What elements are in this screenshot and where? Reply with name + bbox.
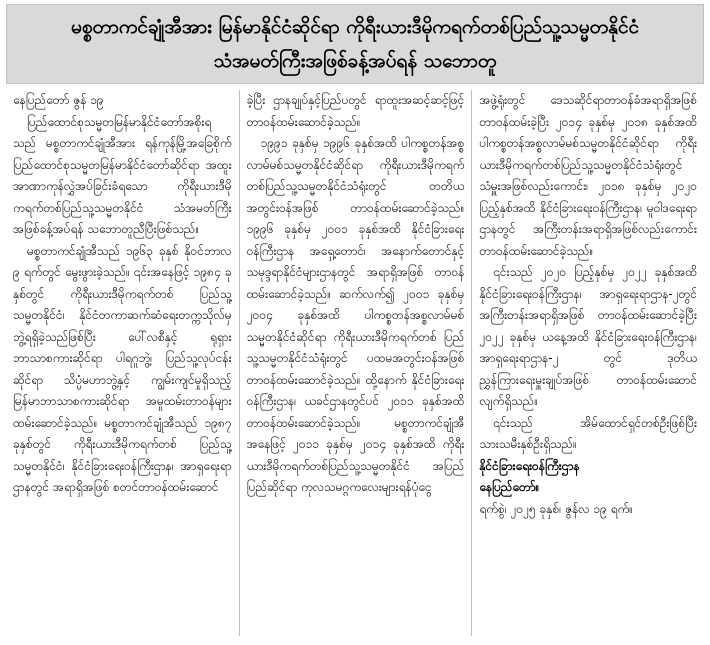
paragraph: ပြည်ထောင်စုသမ္မတမြန်မာနိုင်ငံတော်အစိုးရသည် မစ္စတာကင်ချုံအီအား ရန်ကုန်မြို့အခြေစိုက် ပြည်ထောင်စုသမ္မတမြန်မာနိုင်ငံတော်ဆိုင်ရာ အထူးအာဏာကုန်လွှဲအပ်ခြင်းခံရသော ကိုရီးယားဒီမိုကရက်တစ်ပြည်သူ့သမ္မတနိုင်ငံ သံအမတ်ကြီးအဖြစ်ခန့်အပ်ရန် သဘောတူညီပြီးဖြစ်သည်။ bbox=[13, 114, 232, 236]
headline-line-2: သံအမတ်ကြီးအဖြစ်ခန့်အပ်ရန် သဘောတူ bbox=[213, 50, 497, 72]
paragraph: ခဲ့ပြီး ဌာနချုပ်နှင့်ပြည်ပတွင် ရာထူးအဆင့်ဆင့်ဖြင့်တာဝန်ထမ်းဆောင်ခဲ့သည်။ bbox=[246, 93, 465, 129]
signoff-date: ရက်စွဲ၊ ၂၀၂၅ ခုနှစ်၊ ဇွန်လ ၁၉ ရက်။ bbox=[479, 501, 633, 516]
dateline: နေပြည်တော် ဇွန် ၁၉ bbox=[13, 93, 104, 107]
headline-line-1: မစ္စတာကင်ချုံအီအား မြန်မာနိုင်ငံဆိုင်ရာ ကိုရီးယားဒီမိုကရက်တစ်ပြည်သူ့သမ္မတနိုင်ငံ bbox=[70, 16, 640, 38]
paragraph: အဖွဲ့ရုံးတွင် ဒေသဆိုင်ရာတာဝန်ခံအရာရှိအဖြစ်တာဝန်ထမ်းခဲ့ပြီး ၂၀၁၄ ခုနှစ်မှ ၂၀၁၈ ခုနှစ်အထိ ပါကစ္စတန်အစ္စလာမ်မစ်သမ္မတနိုင်ငံဆိုင်ရာ ကိုရီးယားဒီမိုကရက်တစ်ပြည်သူ့သမ္မတနိုင်ငံသံရုံးတွင် သံမှူးအဖြစ်လည်းကောင်း၊ ၂၀၁၈ ခုနှစ်မှ ၂၀၂၀ ပြည့်နှစ်အထိ နိုင်ငံခြားရေးဝန်ကြီးဌာန၊ မူဝါဒရေးရာဌာနတွင် အကြီးတန်းအရာရှိအဖြစ်လည်းကောင်း တာဝန်ထမ်းဆောင်ခဲ့သည်။ bbox=[479, 93, 697, 258]
paragraph: ၎င်းသည် ၂၀၂၀ ပြည့်နှစ်မှ ၂၀၂၂ ခုနှစ်အထိ နိုင်ငံခြားရေးဝန်ကြီးဌာန၊ အာရှရေးရာဌာန-၂တွင် အကြီးတန်းအရာရှိအဖြစ် တာဝန်ထမ်းဆောင်ခဲ့ပြီး ၂၀၂၂ ခုနှစ်မှ ယနေ့အထိ နိုင်ငံခြားရေးဝန်ကြီးဌာန၊ အာရှရေးရာဌာန-၂ တွင် ဒုတိယညွှန်ကြားရေးမှူးချုပ်အဖြစ် တာဝန်ထမ်းဆောင်လျက်ရှိသည်။ bbox=[479, 265, 697, 408]
column-3 bbox=[471, 90, 704, 636]
column-1 bbox=[6, 90, 239, 636]
column-2 bbox=[239, 90, 472, 636]
signoff-ministry: နိုင်ငံခြားရေးဝန်ကြီးဌာန bbox=[479, 458, 580, 473]
paragraph: ၁၉၉၁ ခုနှစ်မှ ၁၉၉၆ ခုနှစ်အထိ ပါကစ္စတန်အစ္စလာမ်မစ်သမ္မတနိုင်ငံဆိုင်ရာ ကိုရီးယားဒီမိုကရက်တစ်ပြည်သူ့သမ္မတနိုင်ငံသံရုံးတွင် တတိယအတွင်းဝန်အဖြစ် တာဝန်ထမ်းဆောင်ခဲ့သည်။ ၁၉၉၆ ခုနှစ်မှ ၂၀၀၁ ခုနှစ်အထိ နိုင်ငံခြားရေးဝန်ကြီးဌာန အရှေ့တောင်၊ အနောက်တောင်နှင့် သမုဒ္ဒရာနိုင်ငံများဌာနတွင် အရာရှိအဖြစ် တာဝန်ထမ်းဆောင်ခဲ့သည်။ ဆက်လက်၍ ၂၀၀၁ ခုနှစ်မှ ၂၀၀၄ ခုနှစ်အထိ ပါကစ္စတန်အစ္စလာမ်မစ်သမ္မတနိုင်ငံဆိုင်ရာ ကိုရီးယားဒီမိုကရက်တစ် ပြည်သူ့သမ္မတနိုင်ငံသံရုံးတွင် ပထမအတွင်းဝန်အဖြစ် တာဝန်ထမ်းဆောင်ခဲ့သည်။ ထို့နောက် နိုင်ငံခြားရေးဝန်ကြီးဌာန၊ ယခင်ဌာနတွင်ပင် ၂၀၁၁ ခုနှစ်အထိ တာဝန်ထမ်းဆောင်ခဲ့သည်။ မစ္စတာကင်ချုံအီအနေဖြင့် ၂၀၁၁ ခုနှစ်မှ ၂၀၁၄ ခုနှစ်အထိ ကိုရီးယားဒီမိုကရက်တစ်ပြည်သူ့သမ္မတနိုင်ငံ အပြည်ပြည်ဆိုင်ရာ ကုလသမဂ္ဂကလေးများရန်ပုံငွေ bbox=[246, 136, 465, 494]
article-body bbox=[6, 90, 704, 636]
headline-box bbox=[6, 4, 704, 84]
paragraph: ၎င်းသည် အိမ်ထောင်ရှင်တစ်ဦးဖြစ်ပြီး သားသမီးနှစ်ဦးရှိသည်။ bbox=[479, 415, 697, 451]
paragraph: မစ္စတာကင်ချုံအီသည် ၁၉၆၃ ခုနှစ် နိုဝင်ဘာလ ၉ ရက်တွင် မွေးဖွားခဲ့သည်။ ၎င်းအနေဖြင့် ၁၉၈၄ ခုနှစ်တွင် ကိုရီးယားဒီမိုကရက်တစ် ပြည်သူ့သမ္မတနိုင်ငံ၊ နိုင်ငံတကာဆက်ဆံရေးတက္ကသိုလ်မှ ဘွဲ့ရရှိခဲ့သည်ဖြစ်ပြီး ပေါ်လစီနှင့် ရုရှားဘာသာစကားဆိုင်ရာ ပါရဂူဘွဲ့၊ ပြည်သူ့လုပ်ငန်းဆိုင်ရာ သိပ္ပံမဟာဘွဲ့နှင့် ကျွမ်းကျင်မှုရှိသည့် မြန်မာဘာသာစကားဆိုင်ရာ အမှုထမ်းတာဝန်များ ထမ်းဆောင်ခဲ့သည်။ မစ္စတာကင်ချုံအီသည် ၁၉၈၇ ခုနှစ်တွင် ကိုရီးယားဒီမိုကရက်တစ် ပြည်သူ့သမ္မတနိုင်ငံ၊ နိုင်ငံခြားရေးဝန်ကြီးဌာန၊ အာရှရေးရာဌာနတွင် အရာရှိအဖြစ် စတင်တာဝန်ထမ်းဆောင် bbox=[13, 243, 232, 494]
signoff-place: နေပြည်တော်။ bbox=[479, 480, 540, 494]
